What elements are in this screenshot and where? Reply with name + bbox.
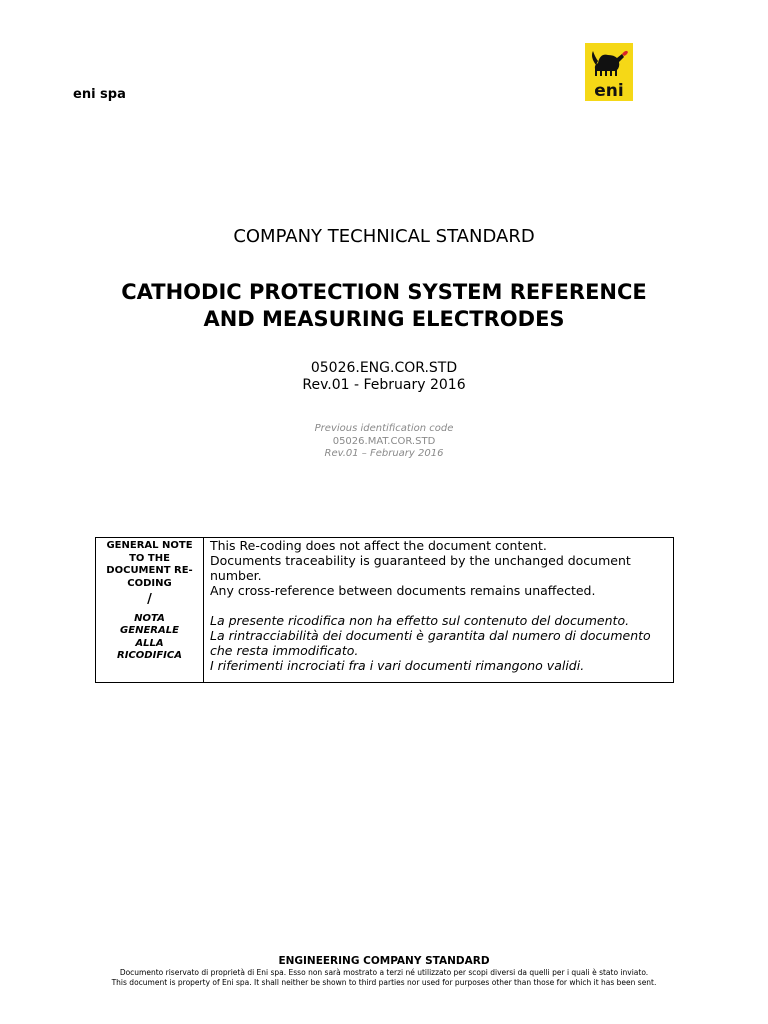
- note-heading-en-line: CODING: [127, 577, 172, 589]
- note-en-line: number.: [210, 568, 262, 583]
- previous-revision: Rev.01 – February 2016: [324, 448, 444, 459]
- note-heading-it-line: RICODIFICA: [117, 650, 182, 661]
- note-heading-it-line: ALLA: [135, 637, 164, 649]
- logo-wordmark: eni: [594, 81, 624, 101]
- note-en-line: This Re-coding does not affect the document content.: [210, 538, 547, 553]
- footer-disclaimer-it: Documento riservato di proprietà di Eni spa. Esso non sarà mostrato a terzi né utilizzato per scopi diversi da quelli per i quali è stato inviato.: [119, 968, 649, 977]
- footer-title: ENGINEERING COMPANY STANDARD: [278, 955, 490, 967]
- note-heading-en-line: TO THE: [129, 552, 170, 564]
- six-legged-dog-logo-icon: [584, 43, 634, 101]
- title-line: AND MEASURING ELECTRODES: [203, 307, 565, 331]
- eni-logo: [584, 43, 634, 101]
- previous-code-block: [0, 423, 768, 461]
- note-it-line: I riferimenti incrociati fra i vari documenti rimangono validi.: [210, 658, 585, 673]
- note-it-line: che resta immodificato.: [210, 643, 359, 658]
- note-heading-en-line: GENERAL NOTE: [106, 540, 193, 551]
- document-revision: Rev.01 - February 2016: [302, 377, 466, 393]
- document-code: 05026.ENG.COR.STD: [310, 360, 458, 376]
- standard-type: COMPANY TECHNICAL STANDARD: [233, 226, 535, 247]
- note-heading-it-line: GENERALE: [120, 625, 179, 636]
- document-title: [0, 279, 768, 333]
- note-heading-en-line: DOCUMENT RE-: [106, 565, 193, 576]
- previous-code: 05026.MAT.COR.STD: [332, 435, 436, 447]
- page-footer: [0, 955, 768, 988]
- recoding-note-table: [95, 537, 674, 683]
- note-it-line: La presente ricodifica non ha effetto sul contenuto del documento.: [210, 613, 630, 628]
- note-en-line: Any cross-reference between documents remains unaffected.: [210, 583, 596, 598]
- previous-code-label: Previous identification code: [314, 423, 454, 434]
- company-name: eni spa: [73, 87, 126, 102]
- note-heading-cell: [96, 538, 204, 682]
- document-code-block: [0, 360, 768, 394]
- note-body-cell: [204, 538, 673, 682]
- title-line: CATHODIC PROTECTION SYSTEM REFERENCE: [121, 280, 647, 304]
- note-heading-it-line: NOTA: [134, 612, 165, 624]
- note-spacer: [210, 598, 667, 613]
- note-en-line: Documents traceability is guaranteed by the unchanged document: [210, 553, 631, 568]
- note-it-line: La rintracciabilità dei documenti è garantita dal numero di documento: [210, 628, 651, 643]
- note-heading-separator: /: [147, 592, 152, 607]
- footer-disclaimer-en: This document is property of Eni spa. It shall neither be shown to third parties nor used for purposes other than those for which it has been sent.: [111, 978, 657, 987]
